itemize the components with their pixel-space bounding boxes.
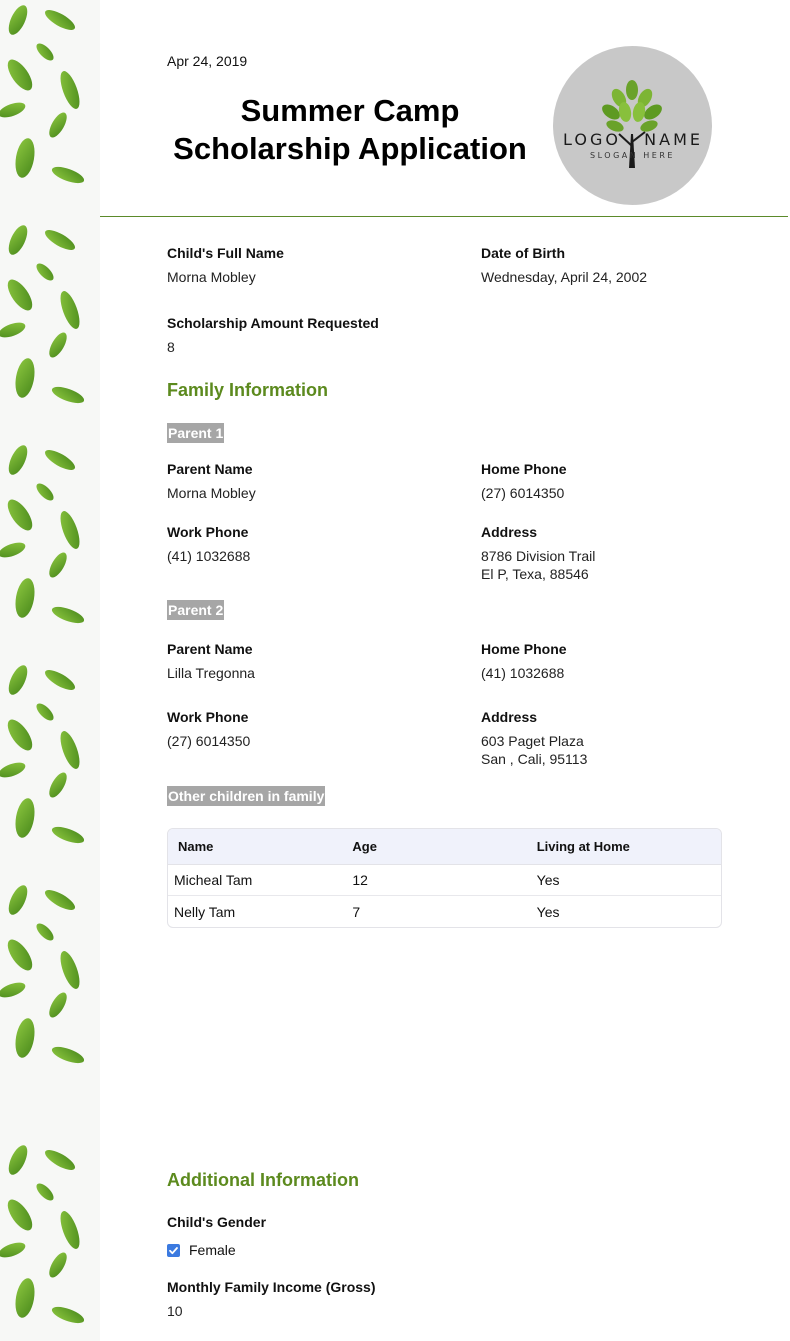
- gender-female-checkbox[interactable]: [167, 1244, 180, 1257]
- logo-slogan: SLOGAN HERE: [590, 151, 675, 160]
- table-row: [168, 896, 721, 927]
- parent1-address-line2: El P, Texa, 88546: [481, 566, 589, 582]
- child-name-label: Child's Full Name: [167, 245, 284, 261]
- document-date: Apr 24, 2019: [167, 53, 248, 69]
- income-label: Monthly Family Income (Gross): [167, 1279, 376, 1295]
- parent1-badge: Parent 1: [168, 425, 224, 441]
- family-section-title: Family Information: [167, 380, 329, 400]
- gender-label: Child's Gender: [167, 1214, 267, 1230]
- column-header-living-at-home: Living at Home: [536, 839, 630, 854]
- leaf-pattern-icon: [0, 0, 100, 1341]
- parent1-address-line1: 8786 Division Trail: [481, 548, 596, 564]
- parent1-home-field: [481, 460, 567, 502]
- title-line-1: Summer Camp: [240, 93, 460, 128]
- tree-icon: [553, 46, 712, 205]
- company-logo: [553, 46, 712, 205]
- additional-section-title: Additional Information: [167, 1170, 359, 1190]
- header-divider: [100, 216, 788, 217]
- parent2-name-value: Lilla Tregonna: [167, 665, 255, 681]
- dob-value: Wednesday, April 24, 2002: [481, 269, 648, 285]
- leaf-border-decoration: [0, 0, 100, 1341]
- parent2-name-field: [167, 640, 255, 682]
- dob-label: Date of Birth: [481, 245, 565, 261]
- parent1-address-field: [481, 523, 595, 583]
- table-header-row: [168, 829, 721, 865]
- cell-living-at-home: Yes: [536, 903, 560, 920]
- parent1-address-label: Address: [481, 524, 538, 540]
- title-line-2: Scholarship Application: [173, 131, 527, 166]
- table-row: [168, 865, 721, 896]
- gender-field: [167, 1213, 266, 1231]
- parent1-work-field: [167, 523, 250, 565]
- column-header-age: Age: [352, 839, 377, 854]
- cell-name: Micheal Tam: [174, 872, 253, 888]
- child-name-field: [167, 244, 284, 286]
- parent2-address-line1: 603 Paget Plaza: [481, 733, 584, 749]
- parent1-name-field: [167, 460, 256, 502]
- page-title: [150, 92, 550, 168]
- child-name-value: Morna Mobley: [167, 269, 256, 285]
- parent1-work-label: Work Phone: [167, 524, 249, 540]
- parent1-name-value: Morna Mobley: [167, 485, 256, 501]
- cell-living-at-home: Yes: [536, 872, 560, 888]
- cell-age: 7: [352, 903, 361, 920]
- dob-field: [481, 244, 647, 286]
- parent2-home-label: Home Phone: [481, 641, 567, 657]
- logo-word-left: LOGO: [563, 130, 621, 149]
- logo-word-right: NAME: [644, 130, 703, 149]
- parent2-work-value: (27) 6014350: [167, 733, 251, 749]
- gender-female-label: Female: [189, 1242, 236, 1258]
- parent2-home-field: [481, 640, 567, 682]
- parent1-home-value: (27) 6014350: [481, 485, 565, 501]
- checkmark-icon: [167, 1244, 180, 1257]
- amount-value: 8: [167, 339, 175, 355]
- income-field: [167, 1278, 375, 1320]
- parent1-name-label: Parent Name: [167, 461, 253, 477]
- cell-age: 12: [352, 872, 368, 888]
- parent2-name-label: Parent Name: [167, 641, 253, 657]
- children-table: [167, 828, 722, 928]
- cell-name: Nelly Tam: [174, 903, 236, 920]
- parent2-work-label: Work Phone: [167, 709, 249, 725]
- parent2-address-label: Address: [481, 709, 538, 725]
- parent2-badge: Parent 2: [168, 602, 224, 618]
- amount-label: Scholarship Amount Requested: [167, 315, 379, 331]
- other-children-badge: Other children in family: [168, 788, 325, 804]
- parent2-home-value: (41) 1032688: [481, 665, 565, 681]
- parent2-address-field: [481, 708, 587, 768]
- parent2-address-line2: San , Cali, 95113: [481, 751, 588, 767]
- parent1-home-label: Home Phone: [481, 461, 567, 477]
- parent2-work-field: [167, 708, 250, 750]
- column-header-name: Name: [178, 839, 214, 854]
- amount-field: [167, 314, 379, 356]
- income-value: 10: [167, 1303, 183, 1319]
- parent1-work-value: (41) 1032688: [167, 548, 251, 564]
